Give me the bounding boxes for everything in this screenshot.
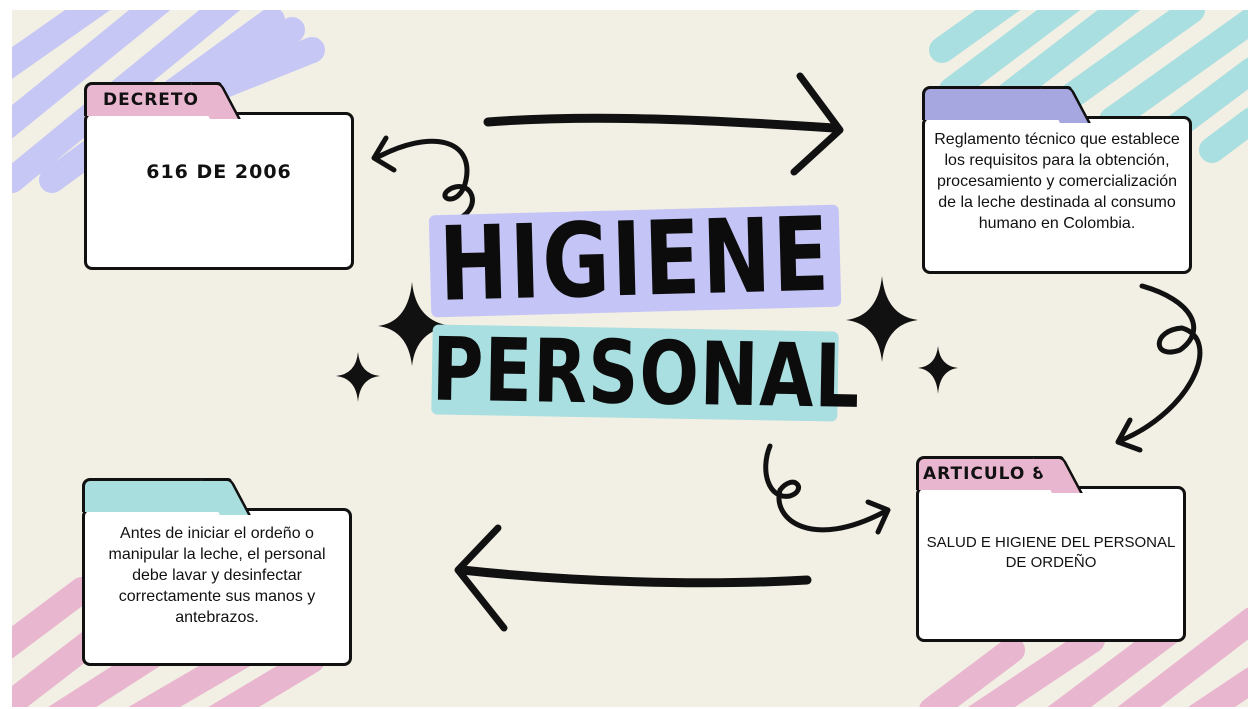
folder-tab-label: ARTICULO 8 — [916, 456, 1064, 490]
loop-arrow-icon — [766, 446, 888, 532]
arrow-icon — [458, 528, 807, 628]
folder-card-body: Reglamento técnico que establece los requisitos para la obtención, procesamiento y comercialización de la leche destinada al consumo humano en Colombia. — [922, 116, 1192, 274]
folder-card-body: Antes de iniciar el ordeño o manipular la leche, el personal debe lavar y desinfectar correctamente sus manos y antebrazos. — [82, 508, 352, 666]
folder-card-reglamento — [922, 86, 1192, 274]
arrow-icon — [488, 76, 840, 172]
folder-card-antes — [82, 478, 352, 666]
folder-card-decreto — [84, 82, 354, 270]
diagram-canvas — [12, 10, 1248, 707]
title-line-2: PERSONAL — [431, 318, 862, 429]
folder-tab-label — [922, 86, 1072, 120]
folder-tab-label — [82, 478, 232, 512]
loop-arrow-icon — [1118, 286, 1200, 450]
folder-card-body: SALUD E HIGIENE DEL PERSONAL DE ORDEÑO — [916, 486, 1186, 642]
folder-tab-label: DECRETO — [84, 82, 222, 116]
title-line-1: HIGIENE — [429, 205, 842, 318]
folder-card-articulo — [916, 456, 1186, 642]
folder-card-body: 616 DE 2006 — [84, 112, 354, 270]
